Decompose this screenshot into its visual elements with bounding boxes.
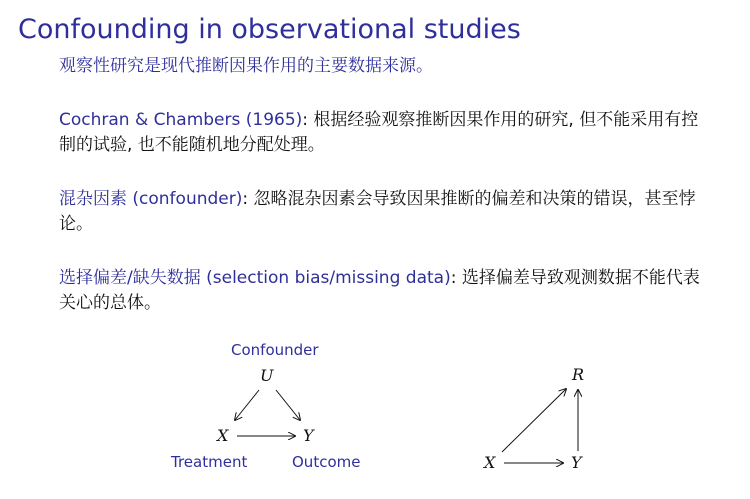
- outcome-label: Outcome: [292, 453, 361, 471]
- cochran-text: : 根据经验观察推断因果作用的研究, 但不能采用有控制的试验, 也不能随机地分配处理。: [59, 110, 699, 155]
- intro-text: 观察性研究是现代推断因果作用的主要数据来源。: [59, 56, 433, 76]
- variable-x-right: X: [484, 453, 496, 472]
- arrow-u-to-x: [235, 390, 259, 420]
- confounder-label: Confounder: [231, 341, 319, 359]
- variable-x-left: X: [217, 426, 229, 445]
- treatment-label: Treatment: [171, 453, 248, 471]
- variable-y-left: Y: [303, 426, 314, 445]
- confounding-text: : 忽略混杂因素会导致因果推断的偏差和决策的错误，甚至悖论。: [59, 189, 696, 234]
- variable-r: R: [572, 365, 585, 384]
- selection-text: : 选择偏差导致观测数据不能代表关心的总体。: [59, 268, 700, 313]
- variable-u: U: [260, 366, 274, 385]
- cochran-reference: Cochran & Chambers (1965): [59, 110, 303, 130]
- confounding-term: 混杂因素 (confounder): [59, 189, 243, 209]
- variable-y-right: Y: [571, 453, 582, 472]
- arrow-u-to-y: [276, 390, 300, 420]
- arrow-x-to-r: [502, 389, 566, 452]
- selection-term: 选择偏差/缺失数据 (selection bias/missing data): [59, 268, 451, 288]
- slide-title: Confounding in observational studies: [18, 14, 521, 45]
